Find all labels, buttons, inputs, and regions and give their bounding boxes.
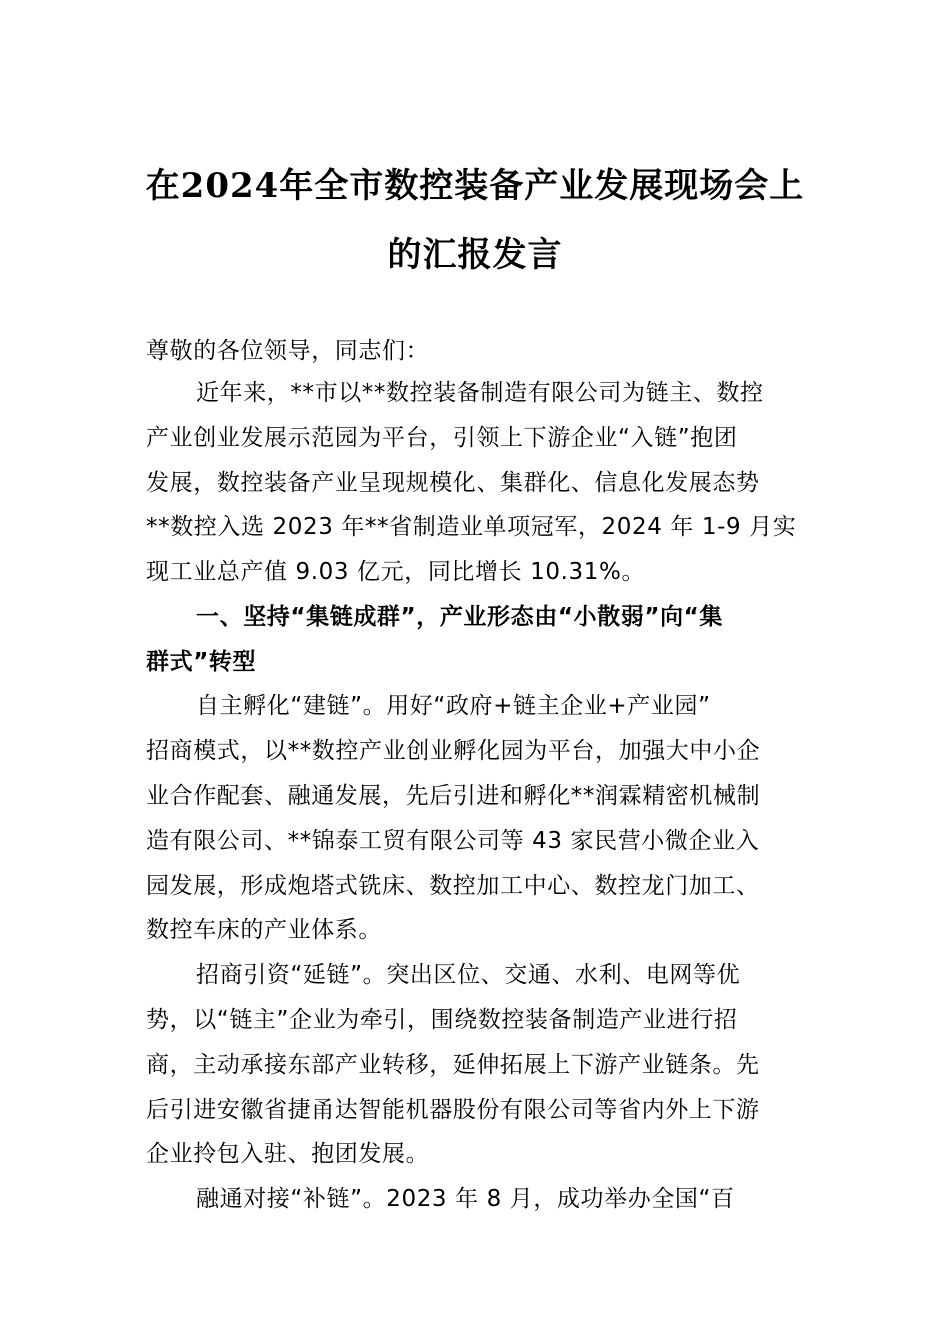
paragraph-line: 招商模式，以**数控产业创业孵化园为平台，加强大中小企 [146, 738, 761, 764]
paragraph-line: 招商引资“延链”。突出区位、交通、水利、电网等优 [196, 962, 741, 988]
paragraph-line: 数控车床的产业体系。 [146, 917, 382, 943]
intro-line: 近年来，**市以**数控装备制造有限公司为链主、数控 [196, 380, 764, 406]
paragraph-line: 业合作配套、融通发展，先后引进和孵化**润霖精密机械制 [146, 783, 761, 809]
paragraph-line: 自主孵化“建链”。用好“政府+链主企业+产业园” [196, 693, 711, 719]
salutation: 尊敬的各位领导，同志们： [146, 338, 430, 364]
document-title-line-1: 在2024年全市数控装备产业发展现场会上 [145, 166, 805, 206]
paragraph-line: 势，以“链主”企业为牵引，围绕数控装备制造产业进行招 [146, 1007, 738, 1033]
paragraph-line: 园发展，形成炮塔式铣床、数控加工中心、数控龙门加工、 [146, 873, 760, 899]
intro-line: 产业创业发展示范园为平台，引领上下游企业“入链”抱团 [146, 425, 738, 451]
paragraph-line: 融通对接“补链”。2023 年 8 月，成功举办全国“百 [196, 1186, 735, 1212]
document-title-line-2: 的汇报发言 [387, 235, 563, 275]
section-heading-line: 一、坚持“集链成群”，产业形态由“小散弱”向“集 [196, 604, 723, 630]
section-heading-line: 群式”转型 [146, 649, 257, 675]
intro-line: **数控入选 2023 年**省制造业单项冠军，2024 年 1-9 月实 [146, 514, 797, 540]
paragraph-line: 造有限公司、**锦泰工贸有限公司等 43 家民营小微企业入 [146, 828, 760, 854]
paragraph-line: 商，主动承接东部产业转移，延伸拓展上下游产业链条。先 [146, 1052, 760, 1078]
intro-line: 发展，数控装备产业呈现规模化、集群化、信息化发展态势 [146, 470, 760, 496]
paragraph-line: 企业拎包入驻、抱团发展。 [146, 1141, 430, 1167]
intro-line: 现工业总产值 9.03 亿元，同比增长 10.31%。 [146, 559, 646, 585]
paragraph-line: 后引进安徽省捷甬达智能机器股份有限公司等省内外上下游 [146, 1097, 760, 1123]
